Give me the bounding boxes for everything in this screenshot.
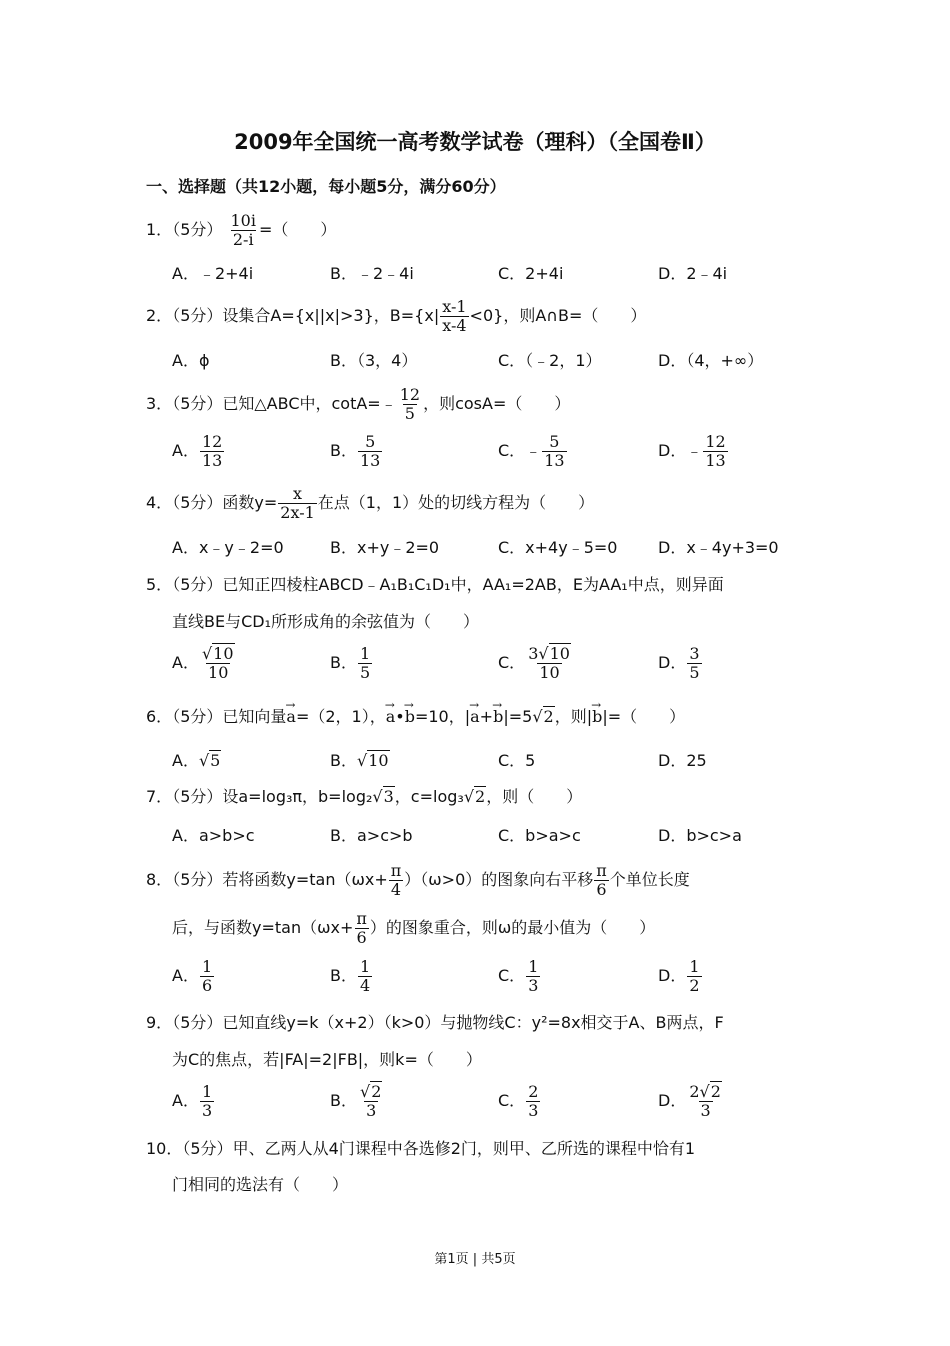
q1-option-d: D．2﹣4i	[658, 264, 728, 283]
q5-option-c: C． $\frac{3√10}{10}$	[498, 644, 570, 682]
q3-option-d: D．﹣ $\frac{12}{13}$	[658, 432, 726, 470]
question-7: 7．（5分）设a=log₃π，b=log₂√3，c=log₃√2，则（ ）	[146, 787, 583, 806]
q7-option-b: B．a>c>b	[330, 826, 413, 845]
q8-option-a: A． $\frac{1}{6}$	[172, 957, 213, 995]
q1-fraction: $\frac{10i}{2-i}$	[230, 211, 256, 249]
question-8-line-2: 后，与函数y=tan（ωx+ $\frac{\pi}{6}$ ）的图象重合，则ω的最小值为（ ）	[172, 909, 656, 947]
q4-option-c: C．x+4y﹣5=0	[498, 538, 618, 557]
q3-option-a: A． $\frac{12}{13}$	[172, 432, 223, 470]
question-9: 9．（5分）已知直线y=k（x+2）（k>0）与抛物线C：y²=8x相交于A、B两点，F	[146, 1013, 724, 1032]
q2-option-b: B．（3，4）	[330, 351, 418, 370]
question-10-line-2: 门相同的选法有（ ）	[172, 1175, 349, 1194]
q2-option-a: A．ϕ	[172, 351, 210, 370]
section-heading: 一、选择题（共12小题，每小题5分，满分60分）	[146, 177, 506, 196]
q7-option-d: D．b>c>a	[658, 826, 742, 845]
q4-option-d: D．x﹣4y+3=0	[658, 538, 779, 557]
q3-fraction: $\frac{12}{5}$	[399, 385, 421, 423]
q4-option-a: A．x﹣y﹣2=0	[172, 538, 284, 557]
q1-option-c: C．2+4i	[498, 264, 564, 283]
question-6: 6．（5分）已知向量→ a=（2，1），→ a•→ b=10，|→ a+→ b|=5√2，则|→ b|=（ ）	[146, 706, 685, 728]
q1-option-a: A．﹣2+4i	[172, 264, 254, 283]
question-3: 3．（5分）已知△ABC中，cotA=﹣ $\frac{12}{5}$ ，则cosA=（ ）	[146, 385, 571, 423]
q2-option-c: C．（﹣2，1）	[498, 351, 602, 370]
question-10: 10．（5分）甲、乙两人从4门课程中各选修2门，则甲、乙所选的课程中恰有1	[146, 1139, 696, 1158]
q8-option-b: B． $\frac{1}{4}$	[330, 957, 371, 995]
question-1: 1．（5分） $\frac{10i}{2-i}$ =（ ）	[146, 211, 337, 249]
q3-option-c: C．﹣ $\frac{5}{13}$	[498, 432, 565, 470]
q6-option-c: C．5	[498, 751, 536, 770]
q2-option-d: D．（4，+∞）	[658, 351, 764, 370]
question-9-line-2: 为C的焦点，若|FA|=2|FB|，则k=（ ）	[172, 1050, 482, 1069]
q2-fraction: $\frac{x-1}{x-4}$	[442, 297, 467, 335]
q8-option-d: D． $\frac{1}{2}$	[658, 957, 700, 995]
question-2: 2．（5分）设集合A={x||x|>3}，B={x| $\frac{x-1}{x-4}$ <0}，则A∩B=（ ）	[146, 297, 647, 335]
q5-option-b: B． $\frac{1}{5}$	[330, 644, 371, 682]
q4-fraction: $\frac{x}{2x-1}$	[280, 484, 315, 522]
q9-option-b: B． $\frac{√2}{3}$	[330, 1082, 382, 1120]
q4-option-b: B．x+y﹣2=0	[330, 538, 440, 557]
page-title: 2009年全国统一高考数学试卷（理科）（全国卷Ⅱ）	[234, 130, 716, 154]
question-5-line-2: 直线BE与CD₁所形成角的余弦值为（ ）	[172, 612, 479, 631]
q9-option-d: D． $\frac{2√2}{3}$	[658, 1082, 721, 1120]
page-footer: 第1页 | 共5页	[434, 1252, 516, 1267]
q1-option-b: B．﹣2﹣4i	[330, 264, 414, 283]
q6-option-d: D．25	[658, 751, 707, 770]
question-5: 5．（5分）已知正四棱柱ABCD﹣A₁B₁C₁D₁中，AA₁=2AB，E为AA₁中点，则异面	[146, 575, 724, 594]
q5-option-a: A． $\frac{√10}{10}$	[172, 644, 234, 682]
q7-option-c: C．b>a>c	[498, 826, 581, 845]
question-4: 4．（5分）函数y= $\frac{x}{2x-1}$ 在点（1，1）处的切线方程为（ ）	[146, 484, 595, 522]
q6-option-b: B．√10	[330, 751, 389, 770]
q9-option-c: C． $\frac{2}{3}$	[498, 1082, 539, 1120]
question-8: 8．（5分）若将函数y=tan（ωx+ $\frac{\pi}{4}$ ）（ω>0）的图象向右平移 $\frac{\pi}{6}$ 个单位长度	[146, 861, 690, 899]
q8-option-c: C． $\frac{1}{3}$	[498, 957, 539, 995]
q5-option-d: D． $\frac{3}{5}$	[658, 644, 700, 682]
q9-option-a: A． $\frac{1}{3}$	[172, 1082, 213, 1120]
q3-option-b: B． $\frac{5}{13}$	[330, 432, 381, 470]
q6-option-a: A．√5	[172, 751, 221, 770]
q7-option-a: A．a>b>c	[172, 826, 255, 845]
